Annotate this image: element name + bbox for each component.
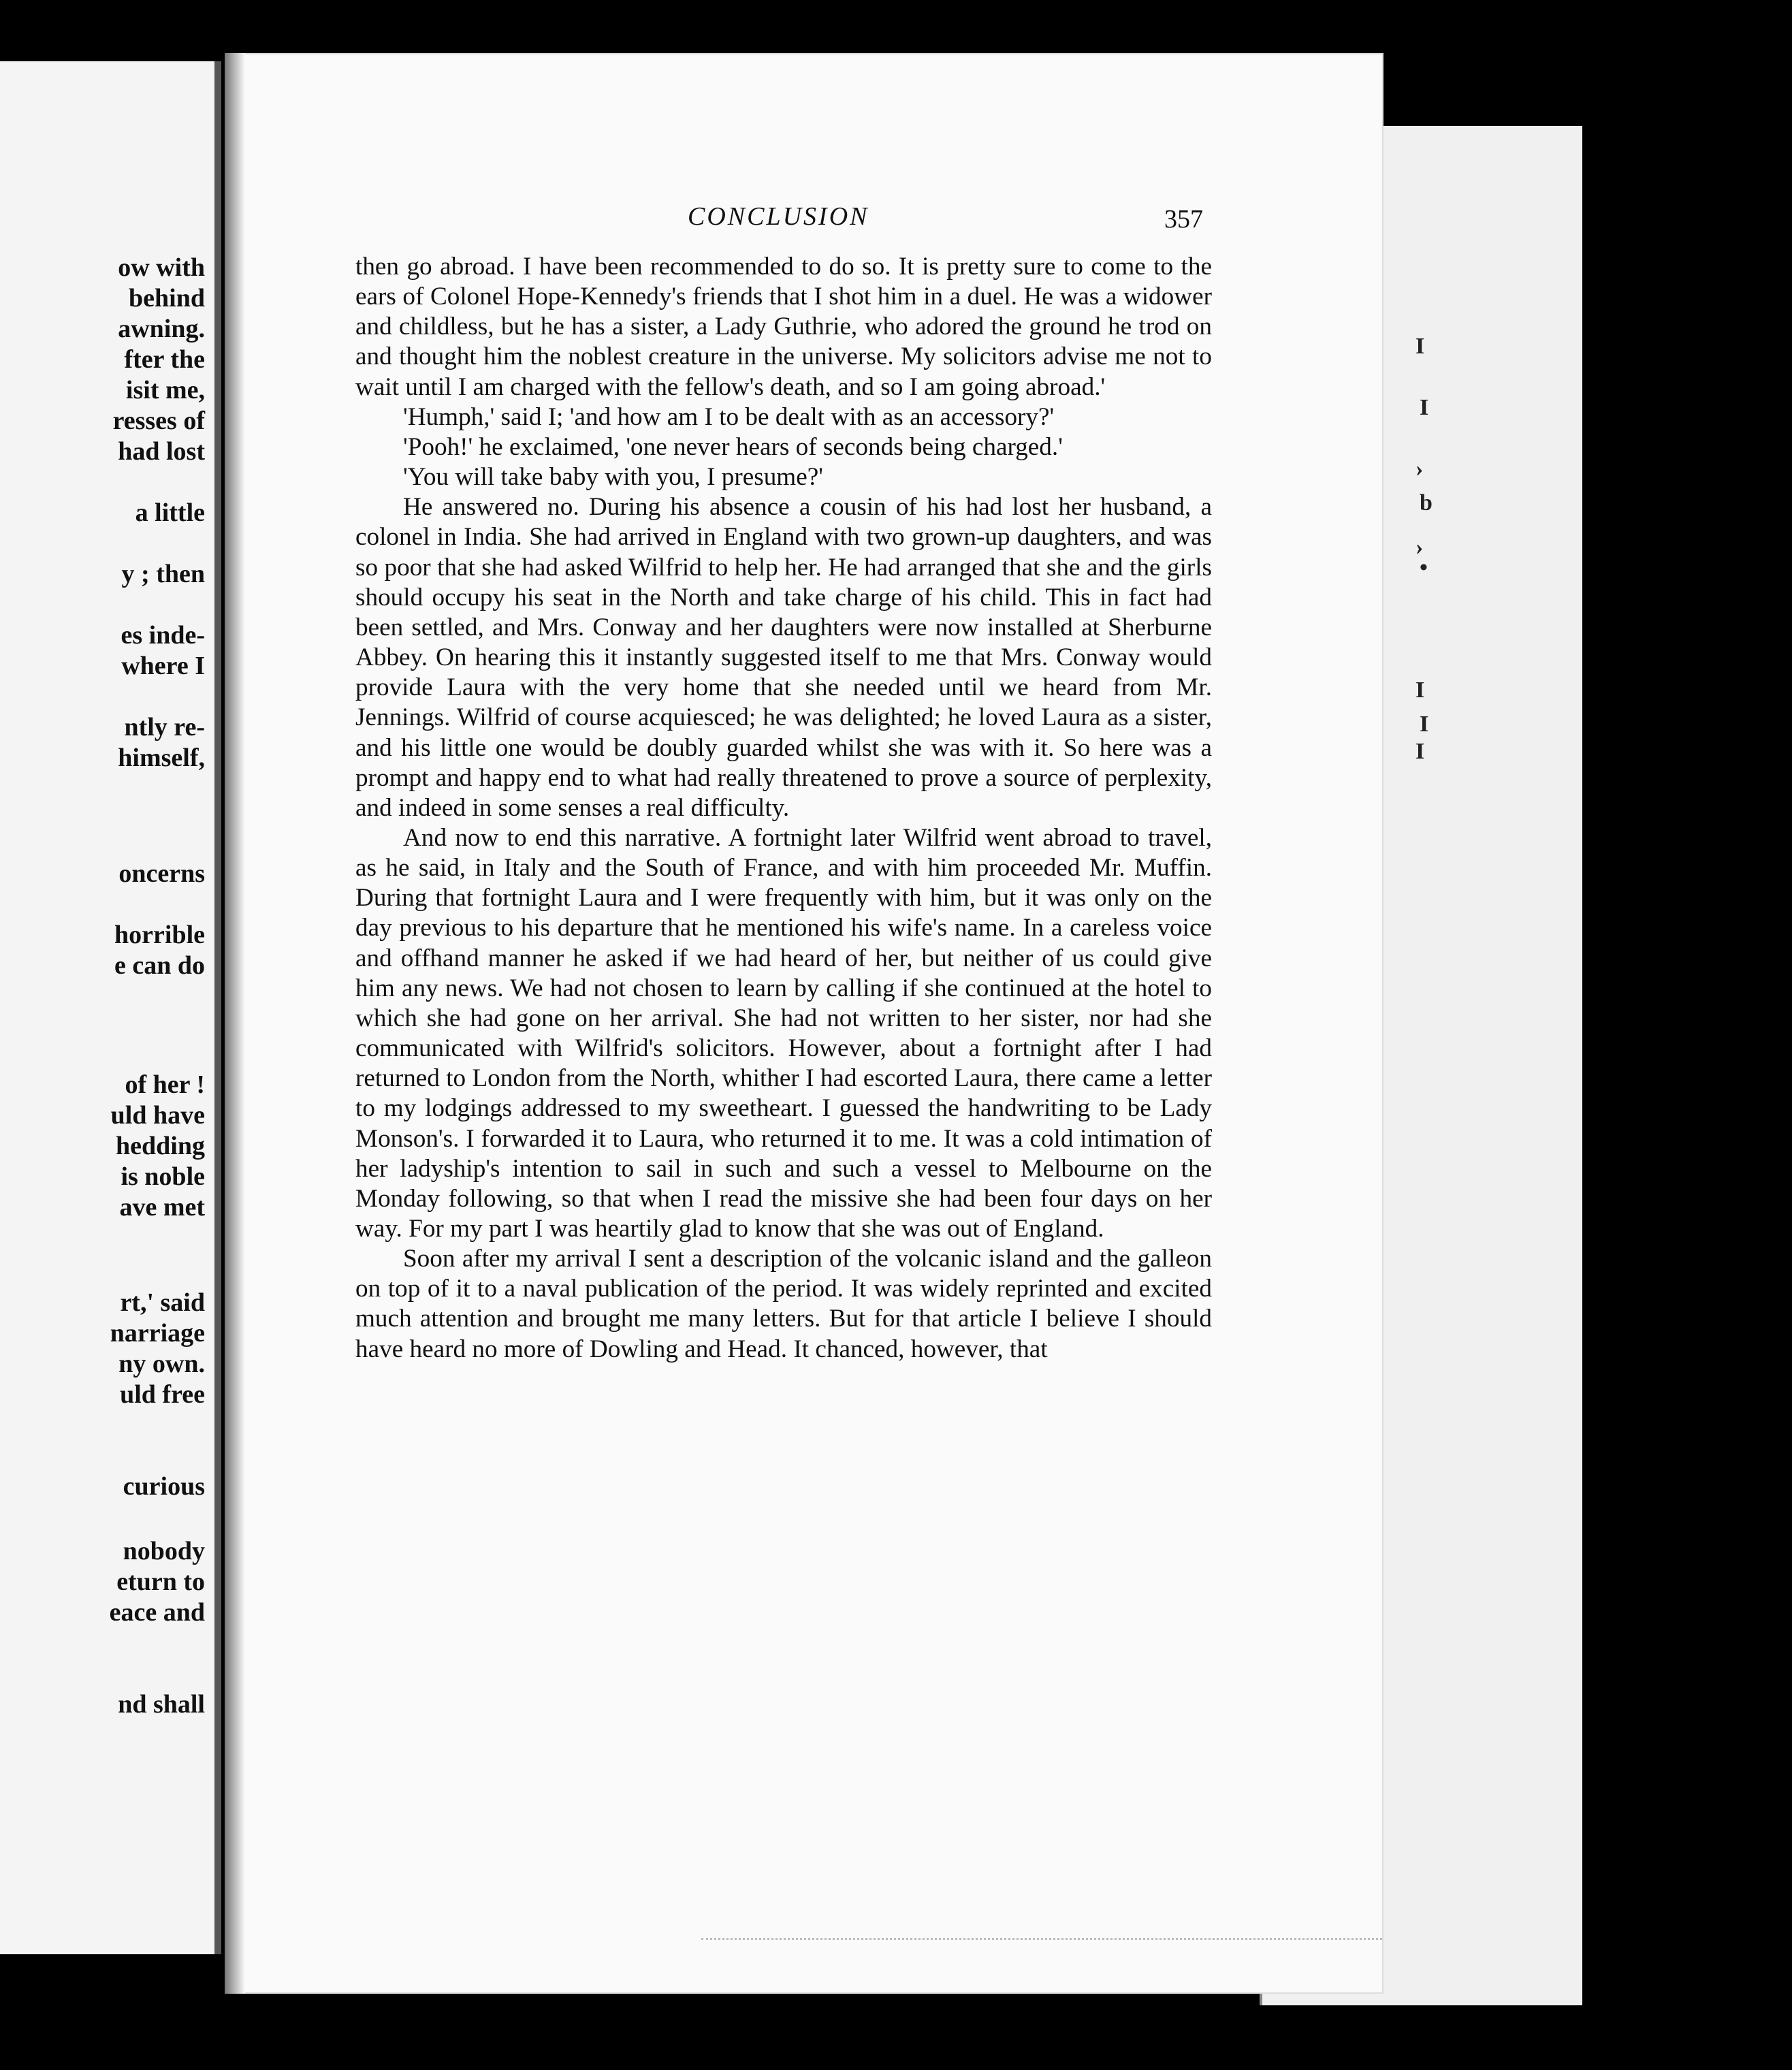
paragraph: He answered no. During his absence a cousin of his had lost her husband, a colonel in India. She had arrived in England with two grown-up daughters, and was so poor that she had asked Wilfrid to help her. He had arranged that she and the girls should occupy his seat in the North and take charge of his child. This in fact had been settled, and Mrs. Conway and her daughters were now installed at Sherburne Abbey. On hearing this it instantly suggested itself to me that Mrs. Conway would provide Laura with the very home that she needed until we heard from Mr. Jennings. Wilfrid of course acquiesced; he was delighted; he loved Laura as a sister, and his little one would be doubly guarded whilst she was with it. So here was a prompt and happy end to what had really threatened to prove a source of perplexity, and indeed in some senses a real difficulty. <box>355 493 1212 822</box>
facing-page-line: narriage <box>110 1319 205 1348</box>
page-bottom-edge <box>701 1938 1382 1947</box>
facing-page-line: uld free <box>120 1380 205 1409</box>
paragraph: Soon after my arrival I sent a description of the volcanic island and the galleon on top of it to a naval publication of the period. It was widely reprinted and excited much attention and brought me many letters. But for that article I believe I should have heard no more of Dowling and Head. It chanced, however, that <box>355 1245 1212 1363</box>
facing-page-line: es inde- <box>121 621 205 650</box>
facing-page-line: ny own. <box>118 1350 205 1378</box>
facing-page-line: horrible <box>114 921 205 949</box>
facing-page-line: resses of <box>112 407 205 435</box>
facing-page-line: of her ! <box>125 1070 205 1099</box>
facing-page-line: uld have <box>110 1101 205 1130</box>
facing-page-line: ave met <box>119 1193 205 1222</box>
paragraph: then go abroad. I have been recommended to do so. It is pretty sure to come to the ears of Colonel Hope-Kennedy's friends that I shot him in a duel. He was a widower and childless, but he has a sister, a Lady Guthrie, who adored the ground he trod on and thought him the noblest creature in the universe. My solicitors advise me not to wait until I am charged with the fellow's death, and so I am going abroad.' <box>355 253 1212 401</box>
facing-page-line: fter the <box>124 345 205 374</box>
underlying-page-mark: › <box>1415 456 1424 481</box>
facing-page-line: eace and <box>109 1598 205 1627</box>
facing-page-line: eturn to <box>116 1567 205 1596</box>
underlying-page-mark: I <box>1420 395 1429 420</box>
facing-page-left <box>0 61 221 1954</box>
underlying-page-mark: I <box>1415 678 1425 703</box>
body-text <box>355 252 1212 1365</box>
facing-page-line: oncerns <box>118 859 205 888</box>
facing-page-line: y ; then <box>121 560 205 588</box>
paragraph: 'Humph,' said I; 'and how am I to be dealt with as an accessory?' <box>403 402 1055 431</box>
facing-page-line: isit me, <box>125 376 205 404</box>
facing-page-line: nobody <box>123 1537 205 1565</box>
facing-page-line: e can do <box>114 951 205 980</box>
facing-page-line: ow with <box>118 253 205 282</box>
underlying-page-mark: › <box>1415 535 1424 560</box>
underlying-page-mark: I <box>1415 739 1425 764</box>
facing-page-line: himself, <box>118 744 205 772</box>
gutter-shadow <box>225 53 245 1994</box>
paragraph: And now to end this narrative. A fortnight later Wilfrid went abroad to travel, as he said, in Italy and the South of France, and with him proceeded Mr. Muffin. During that fortnight Laura and I were frequently with him, but it was only on the day previous to his departure that he mentioned his wife's name. In a careless voice and offhand manner he asked if we had heard of her, but neither of us could give him any news. We had not chosen to learn by calling if she continued at the hotel to which she had gone on her arrival. She had not written to her sister, nor had she communicated with Wilfrid's solicitors. However, about a fortnight after I had returned to London from the North, whither I had escorted Laura, there came a letter to my lodgings addressed to my sweetheart. I guessed the handwriting to be Lady Monson's. I forwarded it to Laura, who returned it to me. It was a cold intimation of her ladyship's intention to sail in such and such a vessel to Melbourne on the Monday following, so that when I read the missive she had been four days on her way. For my part I was heartily glad to know that she was out of England. <box>355 823 1212 1243</box>
page-number: 357 <box>1164 205 1203 234</box>
running-head <box>225 202 1383 242</box>
paragraph: 'You will take baby with you, I presume?' <box>403 463 823 492</box>
facing-page-line: had lost <box>118 437 205 466</box>
facing-page-line: awning. <box>118 315 205 343</box>
underlying-page-mark: I <box>1420 712 1429 737</box>
facing-page-line: ntly re- <box>124 713 205 742</box>
facing-page-line: nd shall <box>118 1690 205 1719</box>
paragraph: 'Pooh!' he exclaimed, 'one never hears of seconds being charged.' <box>403 432 1063 461</box>
facing-page-line: rt,' said <box>120 1288 205 1317</box>
underlying-page-mark: I <box>1415 334 1425 359</box>
facing-page-line: a little <box>135 498 205 527</box>
facing-page-line: curious <box>123 1472 205 1501</box>
facing-page-line: behind <box>129 284 205 313</box>
facing-page-line: where I <box>121 652 205 680</box>
underlying-page-mark: • <box>1420 555 1428 580</box>
facing-page-line: hedding <box>116 1132 205 1160</box>
book-page <box>225 53 1383 1994</box>
running-head-title: CONCLUSION <box>688 202 869 231</box>
facing-page-line: is noble <box>121 1162 205 1191</box>
underlying-page-mark: b <box>1420 490 1433 515</box>
